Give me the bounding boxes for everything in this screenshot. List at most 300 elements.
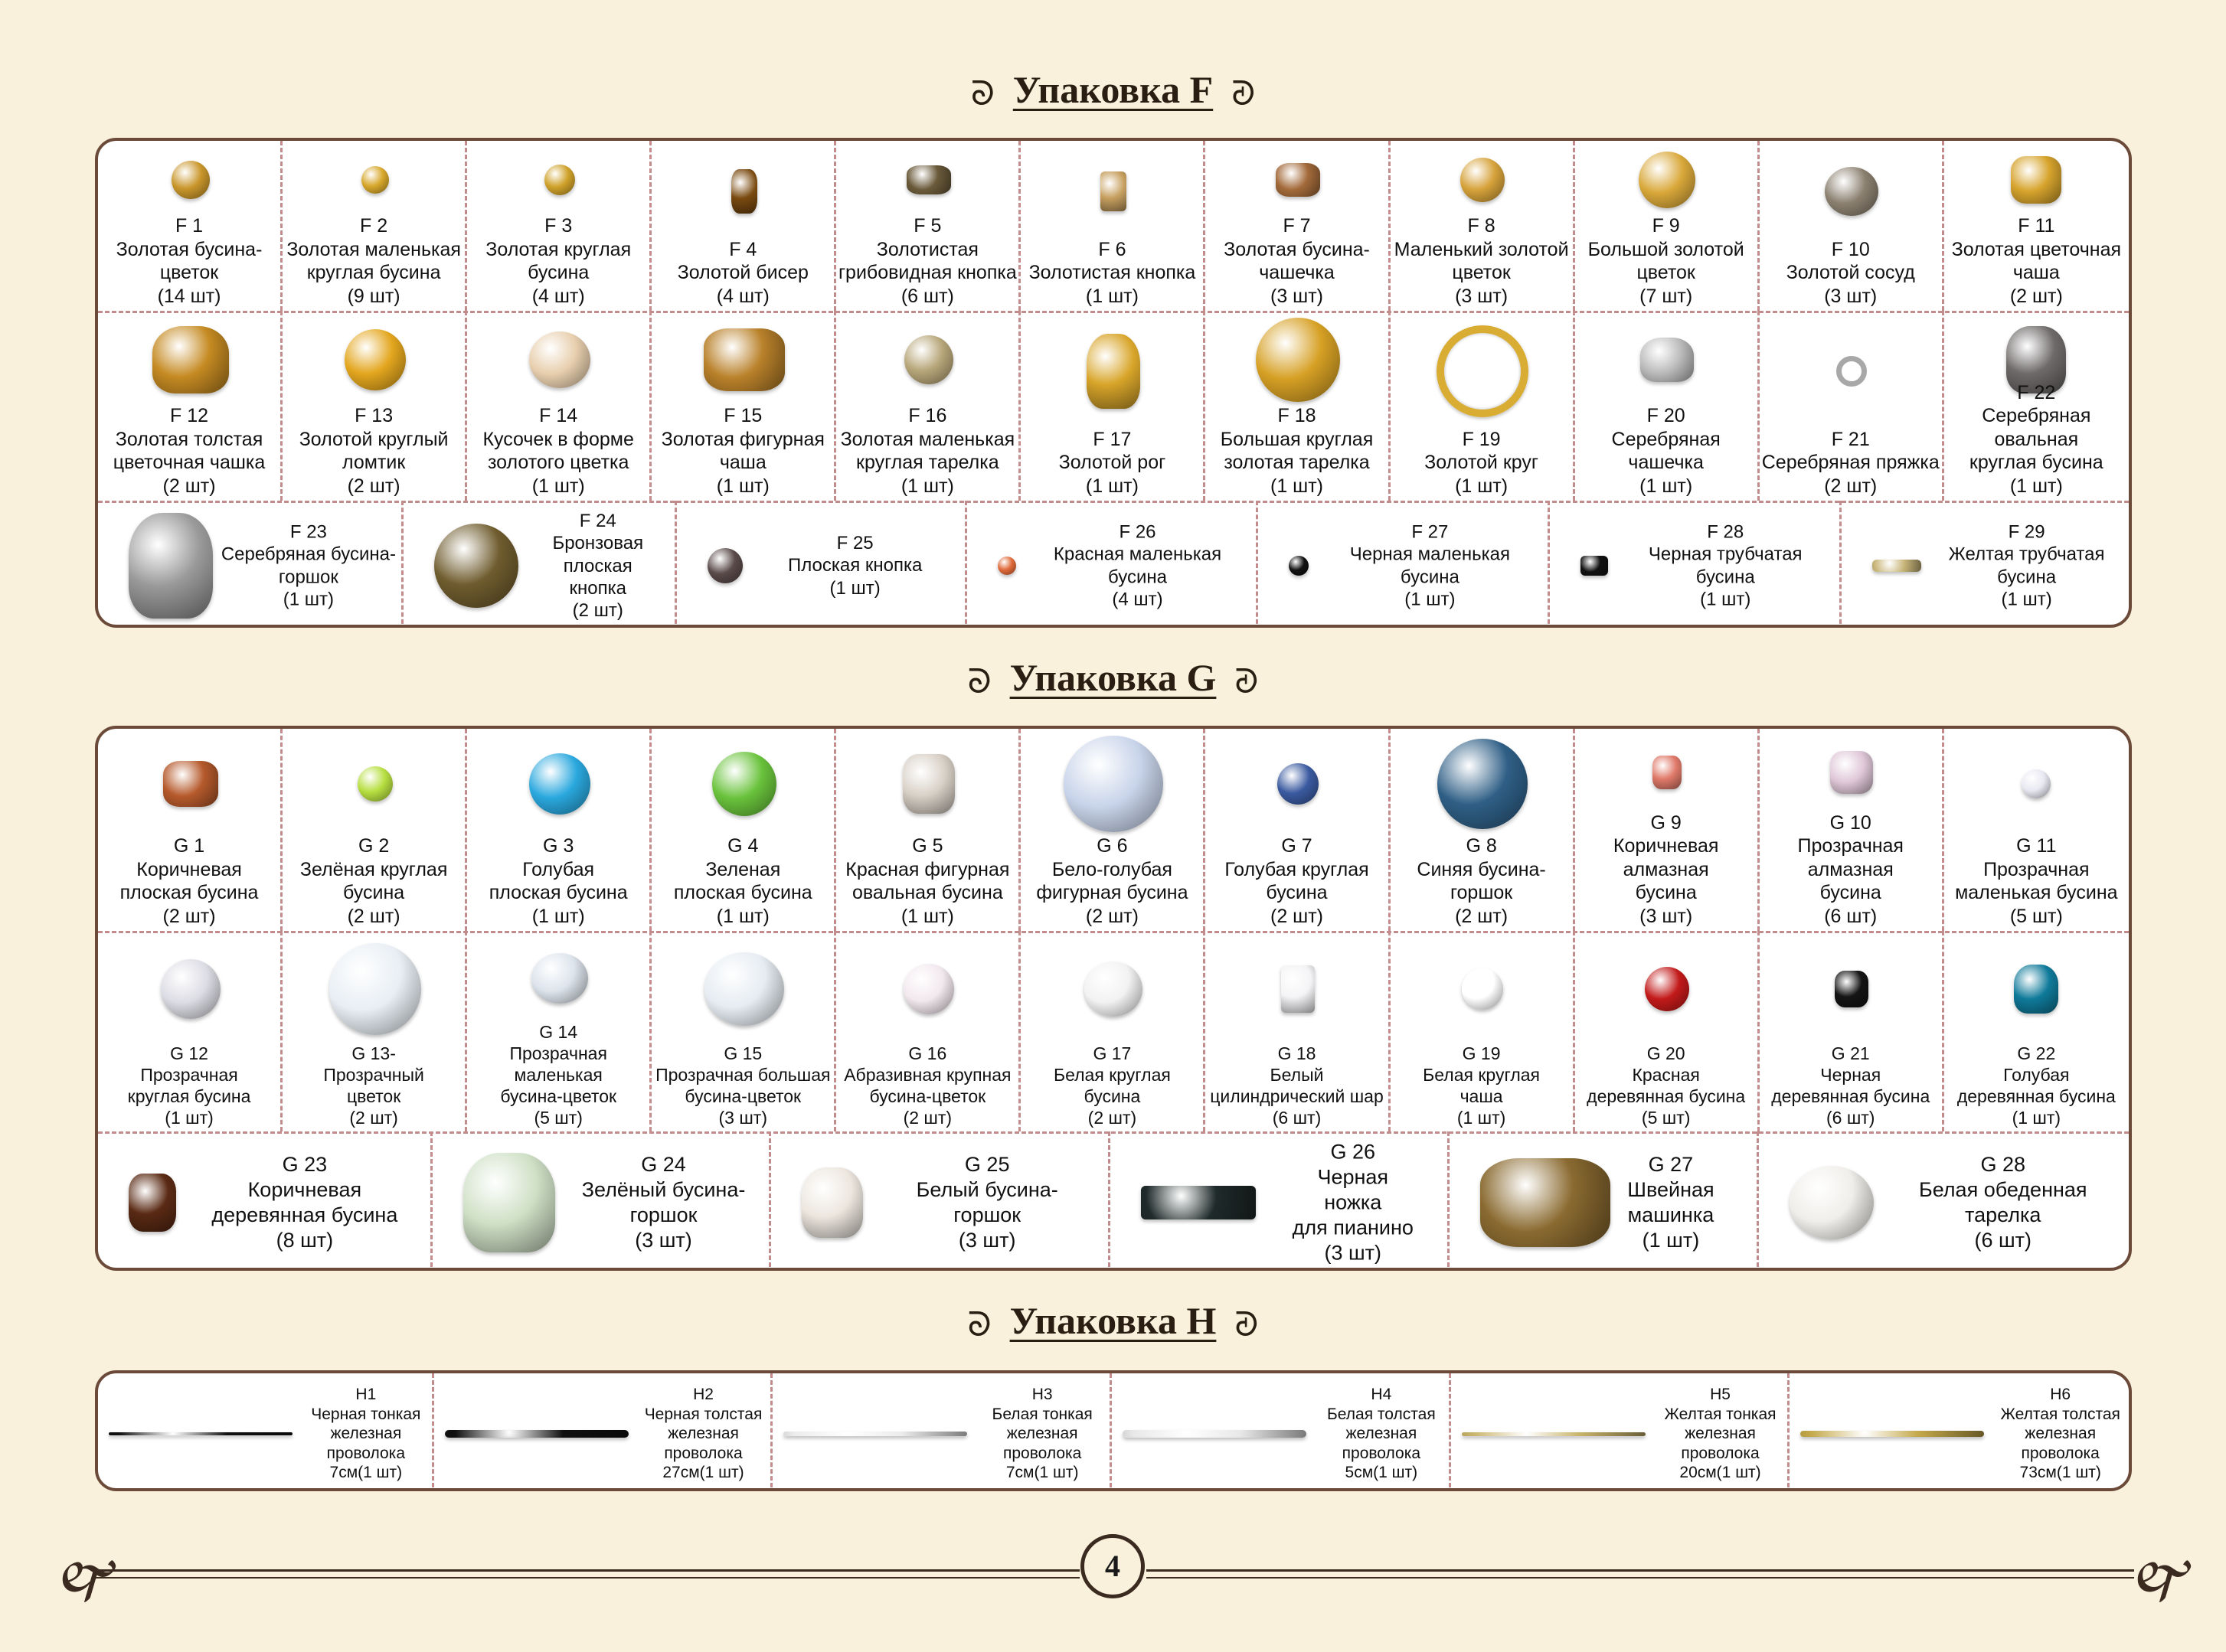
- item-code: G 7: [1281, 835, 1312, 857]
- item-f19: [1391, 311, 1575, 501]
- item-caption: [1575, 404, 1757, 498]
- item-f7: [1205, 141, 1390, 311]
- item-code: F 11: [2018, 215, 2055, 237]
- item-image-icon: [1437, 325, 1528, 417]
- row-divider: [98, 311, 2129, 313]
- item-code: G 27: [1648, 1153, 1694, 1177]
- item-image-icon: [1087, 334, 1140, 409]
- item-caption: [750, 532, 960, 599]
- item-g2: [283, 729, 467, 931]
- item-label: Золотой круг (1 шт): [1424, 452, 1538, 497]
- item-image-icon: [1462, 1432, 1646, 1436]
- item-caption: [1263, 1140, 1443, 1266]
- item-image-icon: [172, 161, 210, 199]
- item-caption: [1205, 834, 1388, 928]
- item-code: F 22: [2017, 381, 2056, 403]
- item-g25: [771, 1131, 1110, 1271]
- row-divider: [98, 1131, 2129, 1134]
- row-divider: [98, 931, 2129, 933]
- item-code: F 28: [1707, 521, 1744, 543]
- item-code: F 8: [1467, 215, 1495, 237]
- item-image-icon: [704, 952, 784, 1026]
- item-f2: [283, 141, 467, 311]
- item-caption: [1996, 1385, 2124, 1483]
- item-code: G 24: [641, 1153, 686, 1177]
- item-label: Красная маленькая бусина (4 шт): [1053, 544, 1222, 610]
- item-image-icon: [1281, 965, 1315, 1013]
- item-caption: [1024, 521, 1252, 610]
- item-label: Голубая плоская бусина (1 шт): [489, 858, 628, 927]
- item-code: F 24: [579, 510, 616, 531]
- item-caption: [1616, 521, 1835, 610]
- item-label: Абразивная крупная бусина-цветок (2 шт): [844, 1064, 1012, 1128]
- item-f28: [1550, 501, 1842, 628]
- item-label: Прозрачная маленькая бусина-цветок (5 шт): [500, 1043, 617, 1128]
- item-code: F 6: [1098, 238, 1126, 260]
- item-caption: [1316, 521, 1543, 610]
- package-g-row2: [98, 931, 2129, 1131]
- item-label: Золотая бусина- цветок (14 шт): [116, 238, 263, 307]
- item-image-icon: [434, 524, 518, 608]
- item-code: F 23: [289, 521, 327, 543]
- item-image-icon: [1830, 751, 1873, 794]
- item-label: Черная тонкая железная проволока 7см(1 шт): [311, 1405, 421, 1482]
- item-code: G 18: [1277, 1043, 1316, 1063]
- section-title-g: ᘐ Упаковка G ᘑ: [967, 656, 1259, 701]
- footer-rule-right: [1146, 1569, 2134, 1572]
- item-h1: [98, 1373, 434, 1491]
- item-caption: [641, 1385, 767, 1483]
- item-code: H6: [2050, 1385, 2071, 1403]
- item-f10: [1760, 141, 1944, 311]
- item-label: Черная толстая железная проволока 27см(1 шт): [644, 1405, 763, 1482]
- item-label: Золотой круглый ломтик (2 шт): [299, 428, 449, 497]
- package-h-panel: [95, 1370, 2132, 1491]
- item-caption: [871, 1152, 1103, 1253]
- page-number: 4: [1080, 1534, 1145, 1598]
- item-g27: [1450, 1131, 1760, 1271]
- item-image-icon: [1141, 1186, 1256, 1219]
- package-f-row1: [98, 141, 2129, 311]
- item-caption: [652, 238, 834, 309]
- item-label: Зелёный бусина- горшок (3 шт): [581, 1178, 746, 1252]
- item-caption: [979, 1385, 1105, 1483]
- item-label: Коричневая плоская бусина (2 шт): [119, 858, 259, 927]
- item-image-icon: [1580, 556, 1608, 576]
- item-code: G 3: [543, 835, 574, 857]
- package-g-row1: [98, 729, 2129, 931]
- item-code: G 14: [539, 1021, 578, 1042]
- package-h-row1: [98, 1373, 2129, 1491]
- item-caption: [283, 214, 465, 308]
- item-code: F 12: [170, 405, 209, 426]
- section-title-h: ᘐ Упаковка H ᘑ: [967, 1299, 1259, 1344]
- item-f21: [1760, 311, 1944, 501]
- item-code: G 26: [1330, 1140, 1376, 1164]
- item-g17: [1021, 931, 1205, 1131]
- item-label: Белая тонкая железная проволока 7см(1 шт): [992, 1405, 1093, 1482]
- item-caption: [652, 404, 834, 498]
- item-f22: [1944, 311, 2129, 501]
- footer-rule-right-thin: [1146, 1577, 2134, 1579]
- item-caption: [1760, 428, 1942, 498]
- item-g13: [283, 931, 467, 1131]
- item-caption: [1021, 1043, 1203, 1128]
- item-label: Черная деревянная бусина (6 шт): [1771, 1064, 1930, 1128]
- item-image-icon: [802, 1167, 863, 1238]
- item-image-icon: [704, 328, 785, 391]
- item-code: G 9: [1650, 811, 1682, 834]
- item-code: F 25: [836, 533, 874, 554]
- item-label: Прозрачная маленькая бусина (5 шт): [1955, 858, 2118, 927]
- item-image-icon: [907, 165, 951, 194]
- item-image-icon: [1064, 736, 1163, 832]
- item-image-icon: [2011, 156, 2061, 204]
- item-f18: [1205, 311, 1390, 501]
- item-f26: [967, 501, 1259, 628]
- footer-rule-left: [92, 1569, 1080, 1572]
- item-caption: [1944, 1043, 2129, 1128]
- item-label: Прозрачная алмазная бусина (6 шт): [1797, 835, 1904, 927]
- item-code: F 1: [175, 215, 204, 237]
- item-image-icon: [1289, 556, 1309, 576]
- item-image-icon: [329, 943, 421, 1035]
- item-label: Золотая круглая бусина (4 шт): [485, 238, 632, 307]
- item-code: F 26: [1119, 521, 1156, 543]
- item-caption: [98, 214, 280, 308]
- item-caption: [652, 1043, 834, 1128]
- item-code: G 11: [2016, 835, 2057, 857]
- item-f24: [404, 501, 677, 628]
- item-g1: [98, 729, 283, 931]
- item-code: F 10: [1831, 238, 1870, 260]
- item-caption: [1021, 834, 1203, 928]
- item-image-icon: [531, 953, 588, 1004]
- item-caption: [283, 404, 465, 498]
- item-label: Красная фигурная овальная бусина (1 шт): [845, 858, 1010, 927]
- item-f17: [1021, 311, 1205, 501]
- item-image-icon: [1437, 739, 1528, 829]
- item-label: Серебряная пряжка (2 шт): [1761, 452, 1940, 497]
- item-code: F 3: [544, 215, 573, 237]
- item-image-icon: [903, 754, 955, 814]
- item-image-icon: [1836, 356, 1867, 387]
- item-code: G 13-: [351, 1043, 396, 1063]
- item-label: Швейная машинка (1 шт): [1627, 1178, 1714, 1252]
- item-h2: [434, 1373, 773, 1491]
- item-h4: [1112, 1373, 1451, 1491]
- item-caption: [98, 834, 280, 928]
- item-code: F 13: [355, 405, 394, 426]
- section-title-f: ᘐ Упаковка F ᘑ: [970, 68, 1256, 113]
- item-code: G 16: [908, 1043, 947, 1063]
- item-image-icon: [712, 752, 776, 816]
- item-g22: [1944, 931, 2129, 1131]
- item-label: Коричневая деревянная бусина (8 шт): [211, 1178, 398, 1252]
- item-image-icon: [1256, 318, 1340, 402]
- item-f5: [836, 141, 1021, 311]
- item-f23: [98, 501, 404, 628]
- package-f-panel: [95, 138, 2132, 628]
- item-code: H4: [1371, 1385, 1392, 1403]
- item-label: Коричневая алмазная бусина (3 шт): [1613, 835, 1719, 927]
- item-caption: [1760, 811, 1942, 929]
- item-label: Белый цилиндрический шар (6 шт): [1210, 1064, 1384, 1128]
- item-caption: [184, 1152, 426, 1253]
- item-code: H1: [355, 1385, 377, 1403]
- item-label: Черная маленькая бусина (1 шт): [1349, 544, 1511, 610]
- item-code: G 17: [1093, 1043, 1132, 1063]
- item-caption: [652, 834, 834, 928]
- item-label: Черная трубчатая бусина (1 шт): [1648, 544, 1803, 610]
- item-code: G 28: [1980, 1153, 2026, 1177]
- item-code: G 1: [173, 835, 205, 857]
- item-label: Голубая деревянная бусина (1 шт): [1956, 1064, 2116, 1128]
- item-code: F 4: [729, 238, 757, 260]
- item-code: G 15: [724, 1043, 763, 1063]
- item-image-icon: [1460, 158, 1505, 202]
- item-code: F 14: [539, 405, 578, 426]
- item-label: Плоская кнопка (1 шт): [787, 555, 923, 599]
- item-image-icon: [1639, 152, 1695, 208]
- item-g28: [1759, 1131, 2129, 1271]
- item-image-icon: [1872, 560, 1921, 572]
- swirl-left-icon: 🙰: [54, 1546, 122, 1608]
- item-code: G 23: [282, 1153, 328, 1177]
- item-image-icon: [163, 761, 218, 807]
- item-image-icon: [1276, 163, 1320, 197]
- item-code: G 6: [1097, 835, 1128, 857]
- item-caption: [836, 1043, 1018, 1128]
- item-code: G 12: [170, 1043, 208, 1063]
- item-f13: [283, 311, 467, 501]
- item-caption: [1391, 428, 1573, 498]
- item-label: Белая круглая бусина (2 шт): [1054, 1064, 1171, 1128]
- item-f16: [836, 311, 1021, 501]
- item-g16: [836, 931, 1021, 1131]
- item-caption: [1944, 214, 2129, 308]
- item-image-icon: [2014, 965, 2058, 1014]
- item-code: H5: [1710, 1385, 1731, 1403]
- item-f25: [677, 501, 967, 628]
- item-caption: [221, 521, 397, 610]
- item-code: F 16: [908, 405, 947, 426]
- item-f3: [467, 141, 652, 311]
- item-caption: [1021, 238, 1203, 309]
- item-image-icon: [1277, 763, 1319, 805]
- item-caption: [563, 1152, 765, 1253]
- item-caption: [1391, 1043, 1573, 1128]
- item-image-icon: [731, 169, 757, 214]
- item-f12: [98, 311, 283, 501]
- item-caption: [1021, 428, 1203, 498]
- item-code: F 5: [914, 215, 942, 237]
- item-caption: [1319, 1385, 1444, 1483]
- item-image-icon: [109, 1432, 293, 1435]
- item-caption: [1575, 214, 1757, 308]
- item-f27: [1258, 501, 1550, 628]
- item-g7: [1205, 729, 1390, 931]
- item-caption: [1929, 521, 2124, 610]
- item-label: Бело-голубая фигурная бусина (2 шт): [1036, 858, 1188, 927]
- item-image-icon: [161, 959, 221, 1019]
- item-code: G 10: [1829, 811, 1871, 834]
- item-image-icon: [1123, 1430, 1306, 1438]
- item-code: F 29: [2008, 521, 2045, 543]
- item-caption: [467, 404, 649, 498]
- item-image-icon: [1835, 971, 1868, 1007]
- item-label: Прозрачный цветок (2 шт): [323, 1064, 424, 1128]
- item-code: G 2: [358, 835, 390, 857]
- item-g6: [1021, 729, 1205, 931]
- item-image-icon: [2022, 769, 2051, 798]
- item-g24: [433, 1131, 772, 1271]
- item-g9: [1575, 729, 1760, 931]
- package-g-panel: [95, 726, 2132, 1271]
- item-label: Золотая бусина- чашечка (3 шт): [1224, 238, 1370, 307]
- item-g21: [1760, 931, 1944, 1131]
- item-g15: [652, 931, 836, 1131]
- item-caption: [836, 214, 1018, 308]
- item-label: Золотая фигурная чаша (1 шт): [661, 428, 825, 497]
- item-label: Прозрачная большая бусина-цветок (3 шт): [655, 1064, 831, 1128]
- item-image-icon: [783, 1432, 967, 1436]
- item-h5: [1451, 1373, 1790, 1491]
- item-f14: [467, 311, 652, 501]
- item-g14: [467, 931, 652, 1131]
- item-image-icon: [904, 335, 953, 384]
- item-g8: [1391, 729, 1575, 931]
- item-caption: [1589, 1152, 1752, 1253]
- item-caption: [283, 1043, 465, 1128]
- item-code: G 20: [1646, 1043, 1685, 1063]
- item-image-icon: [361, 166, 389, 194]
- item-g4: [652, 729, 836, 931]
- item-code: F 18: [1277, 405, 1316, 426]
- item-g5: [836, 729, 1021, 931]
- item-code: F 21: [1831, 428, 1870, 450]
- swirl-right-icon: 🙰: [2129, 1546, 2197, 1608]
- item-code: G 19: [1462, 1043, 1501, 1063]
- item-image-icon: [129, 1174, 176, 1232]
- item-label: Желтая трубчатая бусина (1 шт): [1948, 544, 2105, 610]
- item-image-icon: [445, 1430, 629, 1438]
- item-f11: [1944, 141, 2129, 311]
- item-code: G 5: [912, 835, 943, 857]
- item-code: F 17: [1093, 428, 1132, 450]
- item-image-icon: [998, 557, 1016, 575]
- item-image-icon: [152, 326, 229, 393]
- item-label: Золотистая грибовидная кнопка (6 шт): [838, 238, 1017, 307]
- item-g18: [1205, 931, 1390, 1131]
- item-code: H2: [693, 1385, 714, 1403]
- package-f-row3: [98, 501, 2129, 628]
- item-f29: [1842, 501, 2129, 628]
- item-label: Золотая цветочная чаша (2 шт): [1951, 238, 2122, 307]
- item-label: Золотой сосуд (3 шт): [1786, 262, 1915, 307]
- item-caption: [1760, 1043, 1942, 1128]
- item-code: F 20: [1646, 405, 1685, 426]
- item-caption: [1575, 1043, 1757, 1128]
- item-g11: [1944, 729, 2129, 931]
- item-image-icon: [1790, 1166, 1874, 1239]
- item-label: Золотая маленькая круглая тарелка (1 шт): [840, 428, 1015, 497]
- item-code: F 2: [360, 215, 388, 237]
- item-code: F 19: [1462, 428, 1501, 450]
- item-label: Желтая тонкая железная проволока 20см(1 шт): [1664, 1405, 1777, 1482]
- item-caption: [467, 1021, 649, 1128]
- item-label: Серебряная бусина- горшок (1 шт): [221, 544, 396, 610]
- item-label: Голубая круглая бусина (2 шт): [1224, 858, 1369, 927]
- item-h3: [773, 1373, 1112, 1491]
- item-label: Кусочек в форме золотого цветка (1 шт): [482, 428, 634, 497]
- item-code: G 21: [1831, 1043, 1870, 1063]
- item-image-icon: [1084, 961, 1142, 1017]
- item-image-icon: [463, 1153, 555, 1252]
- item-g12: [98, 931, 283, 1131]
- item-label: Большая круглая золотая тарелка (1 шт): [1220, 428, 1374, 497]
- item-label: Красная деревянная бусина (5 шт): [1587, 1064, 1746, 1128]
- item-label: Золотой рог (1 шт): [1058, 452, 1166, 497]
- item-caption: [98, 1043, 280, 1128]
- item-image-icon: [1652, 756, 1682, 789]
- item-image-icon: [1825, 167, 1878, 216]
- footer-rule-left-thin: [92, 1577, 1080, 1579]
- item-code: G 25: [964, 1153, 1010, 1177]
- item-caption: [1944, 834, 2129, 928]
- item-image-icon: [129, 513, 213, 619]
- item-g10: [1760, 729, 1944, 931]
- item-caption: [1205, 1043, 1388, 1128]
- item-caption: [1760, 238, 1942, 309]
- item-image-icon: [1640, 338, 1694, 382]
- item-label: Синяя бусина- горшок (2 шт): [1417, 858, 1546, 927]
- item-g19: [1391, 931, 1575, 1131]
- item-label: Бронзовая плоская кнопка (2 шт): [552, 533, 644, 621]
- item-label: Белый бусина- горшок (3 шт): [916, 1178, 1058, 1252]
- item-label: Золотистая кнопка (1 шт): [1028, 262, 1196, 307]
- item-image-icon: [1645, 967, 1689, 1011]
- item-caption: [98, 404, 280, 498]
- item-caption: [836, 404, 1018, 498]
- item-f6: [1021, 141, 1205, 311]
- item-caption: [1944, 381, 2129, 498]
- item-caption: [1391, 214, 1573, 308]
- item-code: G 22: [2017, 1043, 2056, 1063]
- item-caption: [1391, 834, 1573, 928]
- item-label: Желтая толстая железная проволока 73см(1 шт): [2000, 1405, 2120, 1482]
- item-g26: [1110, 1131, 1450, 1271]
- item-image-icon: [544, 165, 575, 195]
- package-g-row3: [98, 1131, 2129, 1271]
- item-f1: [98, 141, 283, 311]
- item-caption: [1205, 214, 1388, 308]
- item-caption: [1575, 811, 1757, 929]
- item-f8: [1391, 141, 1575, 311]
- item-label: Белая обеденная тарелка (6 шт): [1918, 1178, 2087, 1252]
- item-label: Зелёная круглая бусина (2 шт): [299, 858, 448, 927]
- item-caption: [526, 510, 670, 622]
- item-caption: [1658, 1385, 1783, 1483]
- item-label: Черная ножка для пианино (3 шт): [1292, 1165, 1414, 1265]
- item-caption: [836, 834, 1018, 928]
- item-image-icon: [345, 329, 406, 390]
- item-caption: [305, 1385, 427, 1483]
- item-code: H3: [1031, 1385, 1053, 1403]
- item-caption: [1205, 404, 1388, 498]
- item-g20: [1575, 931, 1760, 1131]
- item-image-icon: [529, 331, 590, 388]
